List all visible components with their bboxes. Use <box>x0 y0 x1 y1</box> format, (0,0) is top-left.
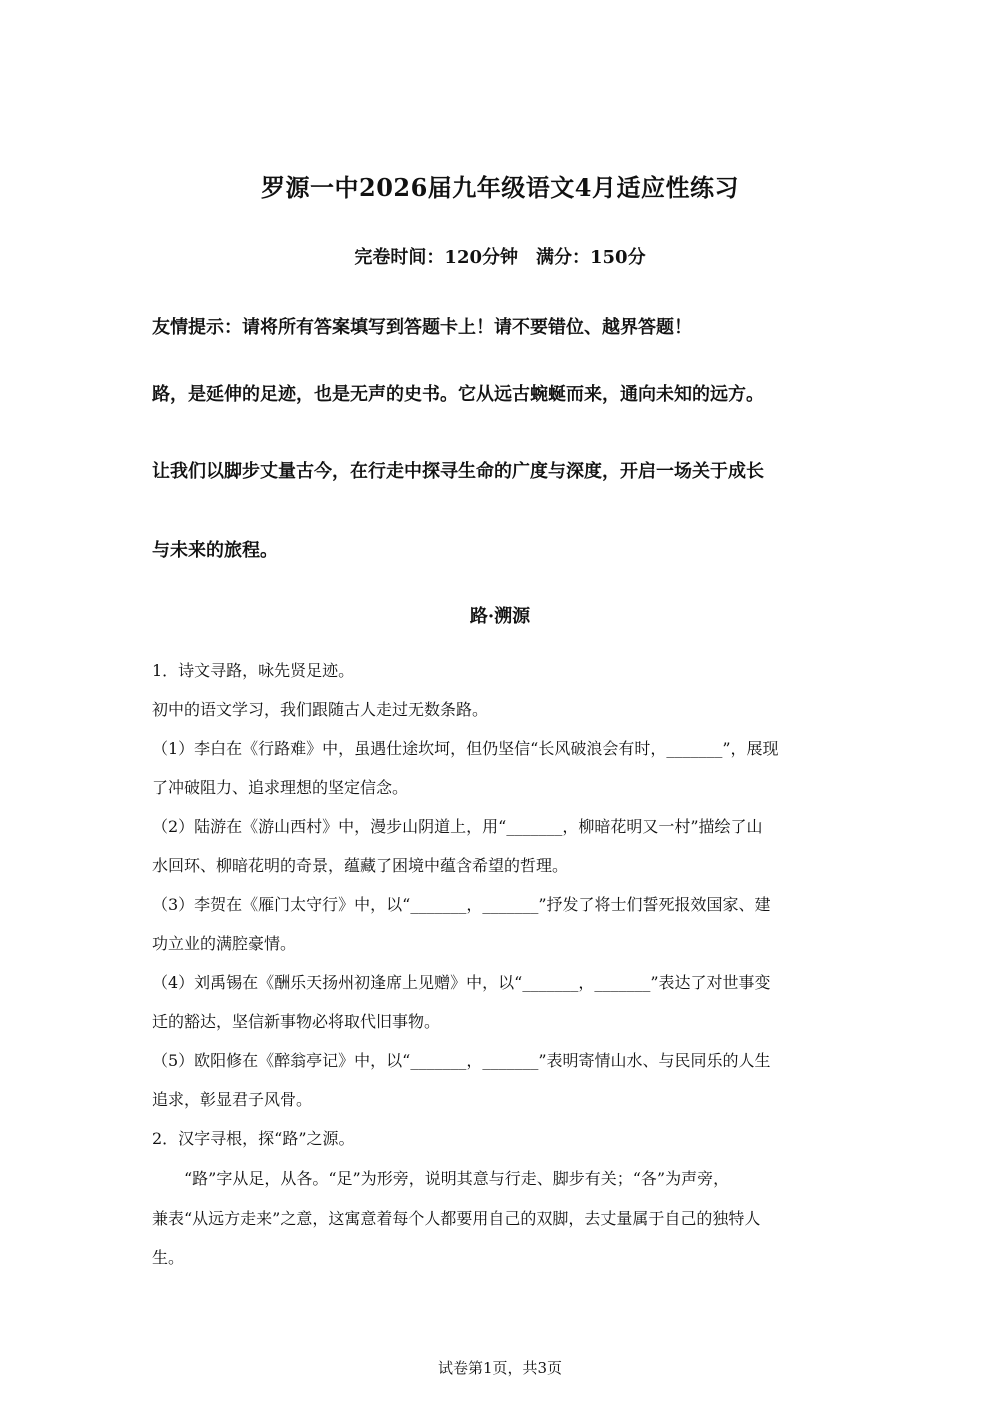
page-title: 罗源一中2026届九年级语文4月适应性练习 <box>261 173 739 202</box>
question-item: 水回环、柳暗花明的奇景，蕴藏了困境中蕴含希望的哲理。 <box>152 856 569 875</box>
question-item: 功立业的满腔豪情。 <box>152 934 297 953</box>
question-item: （1）李白在《行路难》中，虽遇仕途坎坷，但仍坚信“长风破浪会有时，_______”，展现 <box>152 739 779 758</box>
question-item: 了冲破阻力、追求理想的坚定信念。 <box>152 778 409 797</box>
question-heading: 1．诗文寻路，咏先贤足迹。 <box>152 661 355 680</box>
question-paragraph: 兼表“从远方走来”之意，这寓意着每个人都要用自己的双脚，去丈量属于自己的独特人 <box>152 1209 761 1228</box>
question-item: （2）陆游在《游山西村》中，漫步山阴道上，用“_______，柳暗花明又一村”描绘了山 <box>152 817 763 836</box>
intro-line: 路，是延伸的足迹，也是无声的史书。它从远古蜿蜒而来，通向未知的远方。 <box>152 384 764 405</box>
intro-line: 与未来的旅程。 <box>152 540 278 561</box>
question-item: 迁的豁达，坚信新事物必将取代旧事物。 <box>152 1012 441 1031</box>
question-paragraph: “路”字从足，从各。“足”为形旁，说明其意与行走、脚步有关；“各”为声旁， <box>152 1169 730 1188</box>
question-lead: 初中的语文学习，我们跟随古人走过无数条路。 <box>152 700 489 719</box>
section-title: 路·溯源 <box>469 606 531 627</box>
question-item: （4）刘禹锡在《酬乐天扬州初逢席上见赠》中，以“_______，_______”表达了对世事变 <box>152 973 771 992</box>
exam-info: 完卷时间：120分钟 满分：150分 <box>354 247 646 268</box>
question-item: （5）欧阳修在《醉翁亭记》中，以“_______，_______”表明寄情山水、与民同乐的人生 <box>152 1051 771 1070</box>
question-item: （3）李贺在《雁门太守行》中，以“_______，_______”抒发了将士们誓死报效国家、建 <box>152 895 771 914</box>
page-footer: 试卷第1页，共3页 <box>437 1359 563 1377</box>
intro-line: 让我们以脚步丈量古今，在行走中探寻生命的广度与深度，开启一场关于成长 <box>152 461 764 482</box>
question-heading: 2．汉字寻根，探“路”之源。 <box>152 1129 355 1148</box>
friendly-tip: 友情提示：请将所有答案填写到答题卡上！请不要错位、越界答题！ <box>152 317 692 338</box>
question-paragraph: 生。 <box>152 1248 185 1267</box>
question-item: 追求，彰显君子风骨。 <box>152 1090 313 1109</box>
